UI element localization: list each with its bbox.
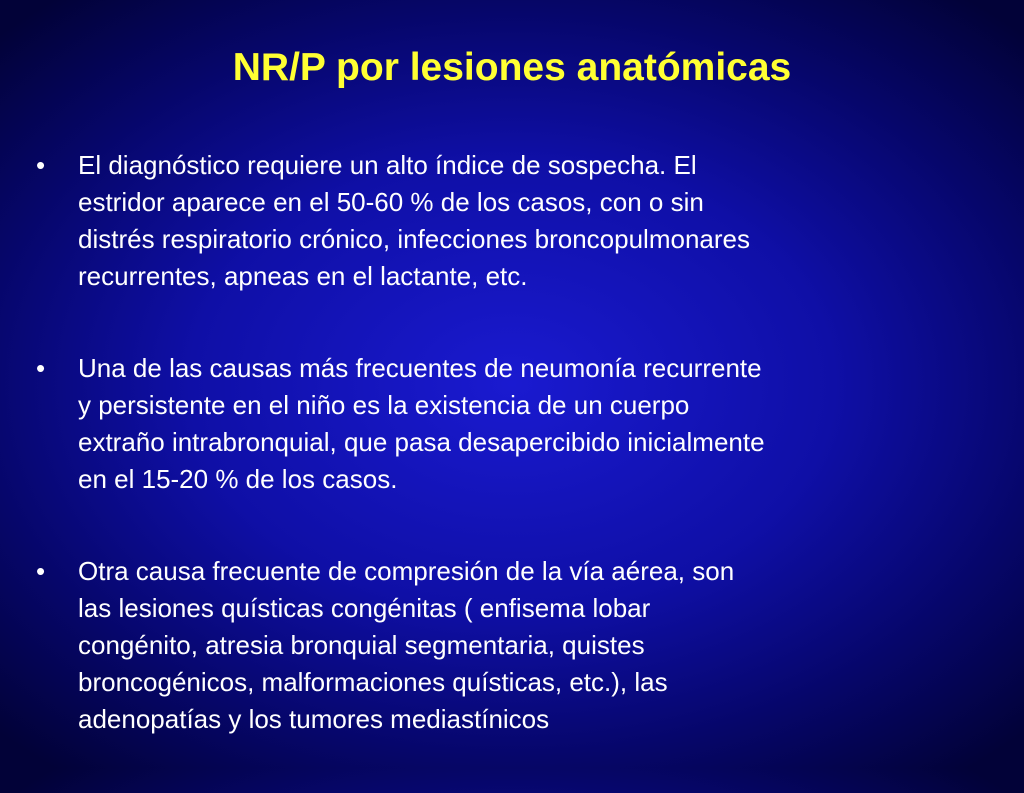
- bullet-line: Una de las causas más frecuentes de neumonía recurrente: [78, 353, 762, 383]
- bullet-item-compression: [30, 553, 990, 738]
- bullet-line: y persistente en el niño es la existencia de un cuerpo: [78, 390, 690, 420]
- bullet-icon: •: [36, 556, 46, 586]
- bullet-line: estridor aparece en el 50-60 % de los casos, con o sin: [78, 187, 704, 217]
- bullet-line: adenopatías y los tumores mediastínicos: [78, 704, 550, 734]
- bullet-line: broncogénicos, malformaciones quísticas, etc.), las: [78, 667, 668, 697]
- bullet-icon: •: [36, 150, 46, 180]
- slide-title: NR/P por lesiones anatómicas: [232, 46, 792, 89]
- bullet-item-foreign-body: [30, 350, 990, 498]
- bullet-item-diagnosis: [30, 147, 990, 295]
- bullet-line: distrés respiratorio crónico, infecciones broncopulmonares: [78, 224, 750, 254]
- bullet-icon: •: [36, 353, 46, 383]
- bullet-line: en el 15-20 % de los casos.: [78, 464, 398, 494]
- bullet-line: congénito, atresia bronquial segmentaria, quistes: [78, 630, 645, 660]
- bullet-line: El diagnóstico requiere un alto índice de sospecha. El: [78, 150, 697, 180]
- bullet-line: recurrentes, apneas en el lactante, etc.: [78, 261, 528, 291]
- bullet-list: [30, 147, 990, 793]
- bullet-line: Otra causa frecuente de compresión de la vía aérea, son: [78, 556, 735, 586]
- bullet-line: extraño intrabronquial, que pasa desapercibido inicialmente: [78, 427, 765, 457]
- bullet-line: las lesiones quísticas congénitas ( enfisema lobar: [78, 593, 651, 623]
